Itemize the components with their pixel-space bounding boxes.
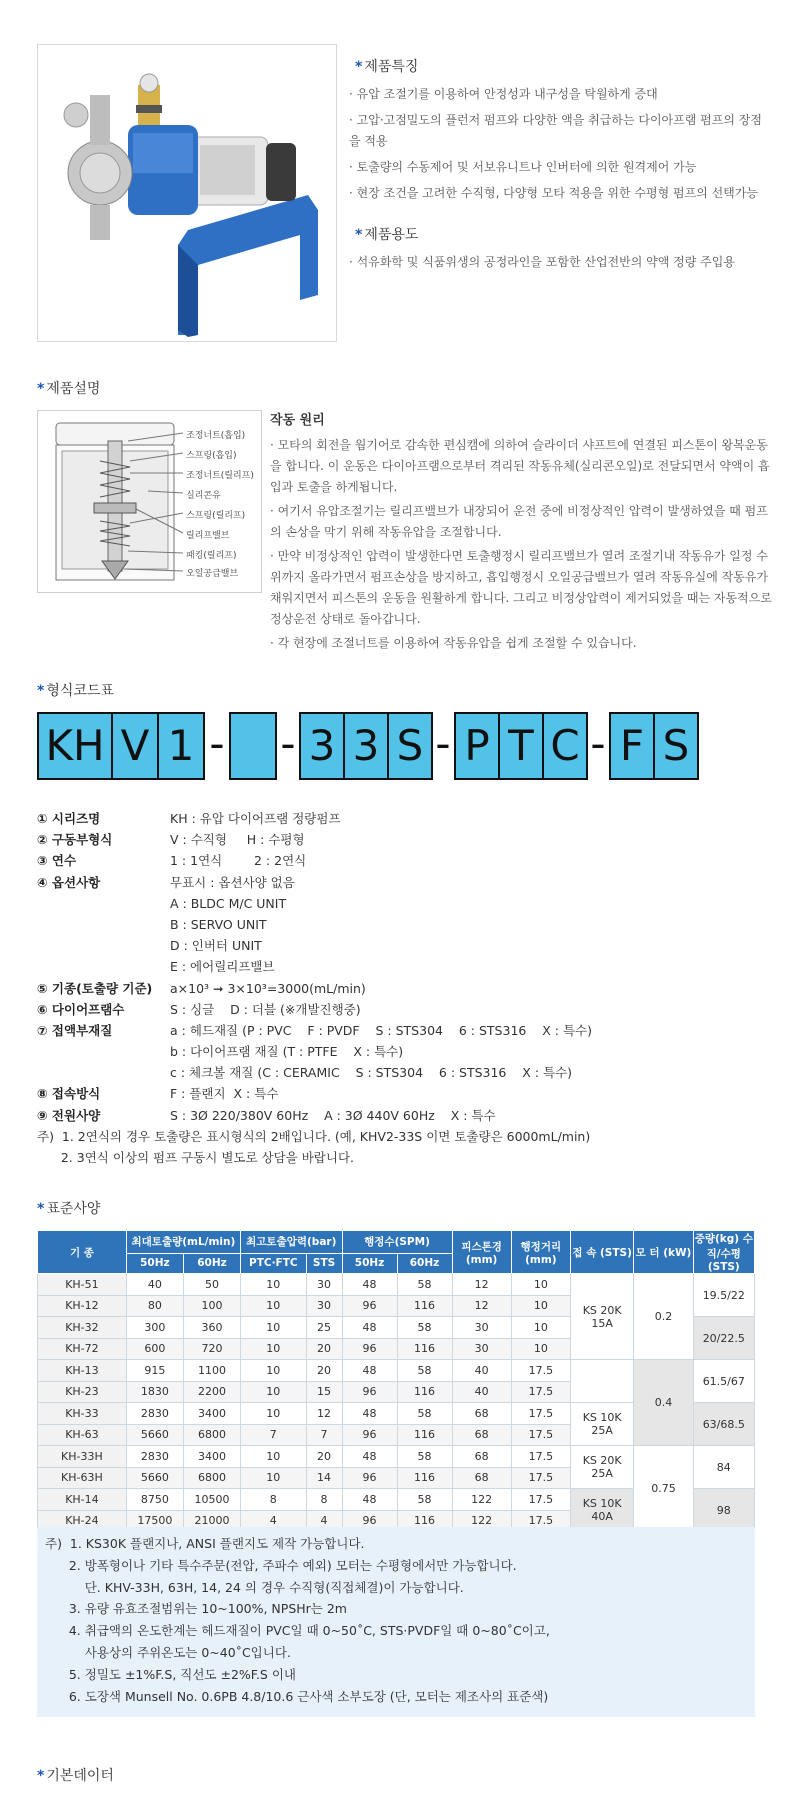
weight-cell: 63/68.5 bbox=[693, 1403, 754, 1446]
description-title: * 제품설명 bbox=[37, 381, 101, 397]
spec-note: 주) 1. KS30K 플랜지나, ANSI 플랜지도 제작 가능합니다. bbox=[45, 1536, 365, 1551]
principle-item: · 만약 비정상적인 압력이 발생한다면 토출행정시 릴리프밸브가 열려 조절기내 작동유가 일정 수위까지 올라가면서 펌프손상을 방지하고, 흡입행정시 오일공급밸브가 열려 작동유실에 작동유가 채워지면서 피스톤의 운동을 원활하게 합니다. 그리고 비정상압력이 제거되었을 때는 자동적으로 정상운전 상태로 돌아갑니다. bbox=[270, 549, 772, 626]
table-row: KH-14 8750 10500 8 8 48 58 122 17.5 KS 10K 40A 98 bbox=[38, 1489, 755, 1511]
code-row: ⑤ 기종(토출량 기준) a×10³ ➞ 3×10³=3000(mL/min) bbox=[37, 980, 366, 996]
header-spm-50hz: 50Hz bbox=[342, 1253, 397, 1273]
connection-cell bbox=[570, 1360, 633, 1403]
code-box: S bbox=[387, 712, 433, 780]
code-dash: - bbox=[435, 719, 451, 768]
code-box: T bbox=[498, 712, 544, 780]
code-row: ⑦ 접액부재질 a : 헤드재질 (P : PVC F : PVDF S : STS304 6 : STS316 X : 특수) bbox=[37, 1022, 592, 1038]
code-dash: - bbox=[280, 719, 296, 768]
code-row: c : 체크볼 재질 (C : CERAMIC S : STS304 6 : STS316 X : 특수) bbox=[170, 1065, 573, 1081]
code-note: 주) 1. 2연식의 경우 토출량은 표시형식의 2배입니다. (예, KHV2-33S 이면 토출량은 6000mL/min) bbox=[37, 1128, 591, 1144]
code-box: C bbox=[542, 712, 588, 780]
code-row: b : 다이어프램 재질 (T : PTFE X : 특수) bbox=[170, 1044, 404, 1060]
code-box: 3 bbox=[299, 712, 345, 780]
features-title: * 제품특징 bbox=[355, 59, 419, 75]
principle-item: · 각 현장에 조절너트를 이용하여 작동유압을 쉽게 조절할 수 있습니다. bbox=[270, 636, 637, 650]
header-motor: 모 터 (kW) bbox=[634, 1231, 693, 1274]
model-code-description bbox=[37, 808, 777, 1168]
table-row: KH-51 40 50 10 30 48 58 12 10 KS 20K 15A 0.2 19.5/22 bbox=[38, 1274, 755, 1296]
feature-item: · 토출량의 수동제어 및 서보유니트나 인버터에 의한 원격제어 가능 bbox=[349, 160, 697, 174]
principle-title: 작동 원리 bbox=[270, 413, 325, 428]
table-row: KH-33H 2830 3400 10 20 48 58 68 17.5 KS 20K 25A 0.75 84 bbox=[38, 1446, 755, 1468]
table-row: KH-13 915 1100 10 20 48 58 40 17.5 0.4 61.5/67 bbox=[38, 1360, 755, 1382]
spec-table bbox=[37, 1230, 755, 1532]
header-stroke-length: 행정거리 (mm) bbox=[511, 1231, 570, 1274]
header-pressure-sts: STS bbox=[306, 1253, 342, 1273]
table-row: KH-33 2830 3400 10 12 48 58 68 17.5 KS 10K 25A 63/68.5 bbox=[38, 1403, 755, 1425]
model-code-title: * 형식코드표 bbox=[37, 683, 114, 699]
code-box: S bbox=[653, 712, 699, 780]
header-piston: 피스톤경 (mm) bbox=[452, 1231, 511, 1274]
code-row: ② 구동부형식 V : 수직형 H : 수평형 bbox=[37, 832, 305, 848]
pump-illustration bbox=[38, 45, 336, 341]
code-note: 2. 3연식 이상의 펌프 구동시 별도로 상담을 바랍니다. bbox=[37, 1149, 355, 1165]
weight-cell: 20/22.5 bbox=[693, 1317, 754, 1360]
code-row: D : 인버터 UNIT bbox=[170, 938, 262, 954]
table-row: KH-32 300 360 10 25 48 58 30 10 20/22.5 bbox=[38, 1317, 755, 1339]
connection-cell: KS 10K 25A bbox=[570, 1403, 633, 1446]
table-row: KH-24 17500 21000 4 4 96 116 122 17.5 bbox=[38, 1510, 755, 1532]
diagram-label: 오일공급밸브 bbox=[186, 569, 239, 579]
header-flow-60hz: 60Hz bbox=[183, 1253, 240, 1273]
spec-note: 2. 방폭형이나 기타 특수주문(전압, 주파수 예외) 모터는 수평형에서만 가능합니다. bbox=[45, 1557, 517, 1573]
header-max-flow: 최대토출량(mL/min) bbox=[126, 1231, 240, 1254]
header-flow-50hz: 50Hz bbox=[126, 1253, 183, 1273]
spec-title: * 표준사양 bbox=[37, 1201, 101, 1217]
spec-note: 단. KHV-33H, 63H, 14, 24 의 경우 수직형(직접체결)이 가능합니다. bbox=[45, 1579, 464, 1595]
header-model: 기 종 bbox=[38, 1231, 127, 1274]
code-box: 3 bbox=[343, 712, 389, 780]
header-weight: 중량(kg) 수직/수평 (STS) bbox=[693, 1231, 754, 1274]
code-box bbox=[229, 712, 277, 780]
feature-item: · 현장 조건을 고려한 수직형, 다양형 모타 적용을 위한 수평형 펌프의 선택가능 bbox=[349, 186, 758, 200]
product-photo bbox=[37, 44, 337, 342]
connection-cell: KS 20K 25A bbox=[570, 1446, 633, 1489]
feature-item: · 고압·고점밀도의 플런저 펌프와 다양한 액을 취급하는 다이아프램 펌프의 장점을 적용 bbox=[349, 113, 762, 148]
spec-note: 5. 정밀도 ±1%F.S, 직선도 ±2%F.S 이내 bbox=[45, 1666, 296, 1682]
feature-item: · 유압 조절기를 이용하여 안정성과 내구성을 탁월하게 증대 bbox=[349, 87, 658, 101]
header-strokes: 행정수(SPM) bbox=[342, 1231, 452, 1254]
features-list bbox=[349, 84, 769, 209]
code-box: V bbox=[111, 712, 159, 780]
working-principle bbox=[270, 410, 775, 657]
weight-cell: 61.5/67 bbox=[693, 1360, 754, 1403]
basic-data-title: * 기본데이터 bbox=[37, 1768, 114, 1784]
header-connection: 접 속 (STS) bbox=[570, 1231, 633, 1274]
code-box: KH bbox=[37, 712, 113, 780]
code-row: ⑧ 접속방식 F : 플랜지 X : 특수 bbox=[37, 1086, 279, 1102]
table-row: KH-72 600 720 10 20 96 116 30 10 bbox=[38, 1338, 755, 1360]
code-box: F bbox=[609, 712, 655, 780]
diagram-label: 패킹(릴리프) bbox=[186, 551, 237, 561]
diagram-label: 조정너트(흡입) bbox=[186, 431, 246, 441]
spec-note: 6. 도장색 Munsell No. 0.6PB 4.8/10.6 근사색 소부도장 (단, 모터는 제조사의 표준색) bbox=[45, 1688, 549, 1704]
motor-cell: 0.2 bbox=[634, 1274, 693, 1360]
diagram-label: 조정너트(릴리프) bbox=[186, 471, 254, 481]
spec-note: 사용상의 주위온도는 0~40˚C입니다. bbox=[45, 1644, 291, 1660]
weight-cell: 84 bbox=[693, 1446, 754, 1489]
usage-item: · 석유화학 및 식품위생의 공정라인을 포함한 산업전반의 약액 정량 주입용 bbox=[349, 255, 735, 269]
table-row: KH-12 80 100 10 30 96 116 12 10 bbox=[38, 1295, 755, 1317]
code-row: ③ 연수 1 : 1연식 2 : 2연식 bbox=[37, 853, 307, 869]
header-pressure-ptc: PTC·FTC bbox=[241, 1253, 307, 1273]
principle-item: · 모타의 회전을 웜기어로 감속한 편심캠에 의하여 슬라이더 샤프트에 연결된 피스톤이 왕복운동을 합니다. 이 운동은 다이아프램으로부터 격리된 작동유체(실리콘오일)로 전달되면서 약액이 흡입과 토출을 하게됩니다. bbox=[270, 438, 770, 494]
code-row: ① 시리즈명 KH : 유압 다이어프램 정량펌프 bbox=[37, 811, 341, 826]
connection-cell: KS 10K 40A bbox=[570, 1489, 633, 1532]
spec-table-wrapper bbox=[37, 1230, 755, 1532]
code-row: ④ 옵션사항 무표시 : 옵션사양 없음 bbox=[37, 874, 295, 890]
working-diagram bbox=[37, 410, 262, 593]
usage-list bbox=[349, 252, 769, 278]
diagram-label: 스프링(릴리프) bbox=[186, 511, 246, 521]
diagram-label: 스프링(흡입) bbox=[186, 451, 237, 461]
weight-cell: 98 bbox=[693, 1489, 754, 1532]
code-row: ⑥ 다이어프램수 S : 싱글 D : 더블 (※개발진행중) bbox=[37, 1001, 361, 1017]
connection-cell: KS 20K 15A bbox=[570, 1274, 633, 1360]
spec-note: 3. 유량 유효조절범위는 10~100%, NPSHr는 2m bbox=[45, 1601, 347, 1617]
table-row: KH-63H 5660 6800 10 14 96 116 68 17.5 bbox=[38, 1467, 755, 1489]
weight-cell: 19.5/22 bbox=[693, 1274, 754, 1317]
spec-notes bbox=[37, 1527, 755, 1717]
header-max-pressure: 최고토출압력(bar) bbox=[241, 1231, 343, 1254]
principle-item: · 여기서 유압조절기는 릴리프밸브가 내장되어 운전 중에 비정상적인 압력이 발생하였을 때 펌프의 손상을 막기 위해 작동유압을 조절합니다. bbox=[270, 504, 768, 539]
code-box: P bbox=[454, 712, 500, 780]
code-row: E : 에어릴리프밸브 bbox=[170, 959, 275, 975]
diagram-label: 릴리프밸브 bbox=[186, 531, 230, 541]
table-row: KH-23 1830 2200 10 15 96 116 40 17.5 bbox=[38, 1381, 755, 1403]
code-box: 1 bbox=[157, 712, 205, 780]
code-row: B : SERVO UNIT bbox=[170, 916, 267, 932]
code-dash: - bbox=[209, 719, 225, 768]
code-row: A : BLDC M/C UNIT bbox=[170, 895, 287, 911]
motor-cell: 0.75 bbox=[634, 1446, 693, 1532]
code-row: ⑨ 전원사양 S : 3Ø 220/380V 60Hz A : 3Ø 440V 60Hz X : 특수 bbox=[37, 1107, 496, 1123]
spec-note: 4. 취급액의 온도한계는 헤드재질이 PVC일 때 0~50˚C, STS·PVDF일 때 0~80˚C이고, bbox=[45, 1623, 550, 1639]
usage-title: * 제품용도 bbox=[355, 227, 419, 243]
motor-cell: 0.4 bbox=[634, 1360, 693, 1446]
diagram-label: 실리콘유 bbox=[186, 491, 221, 501]
table-row: KH-63 5660 6800 7 7 96 116 68 17.5 bbox=[38, 1424, 755, 1446]
header-spm-60hz: 60Hz bbox=[397, 1253, 452, 1273]
code-dash: - bbox=[590, 719, 606, 768]
